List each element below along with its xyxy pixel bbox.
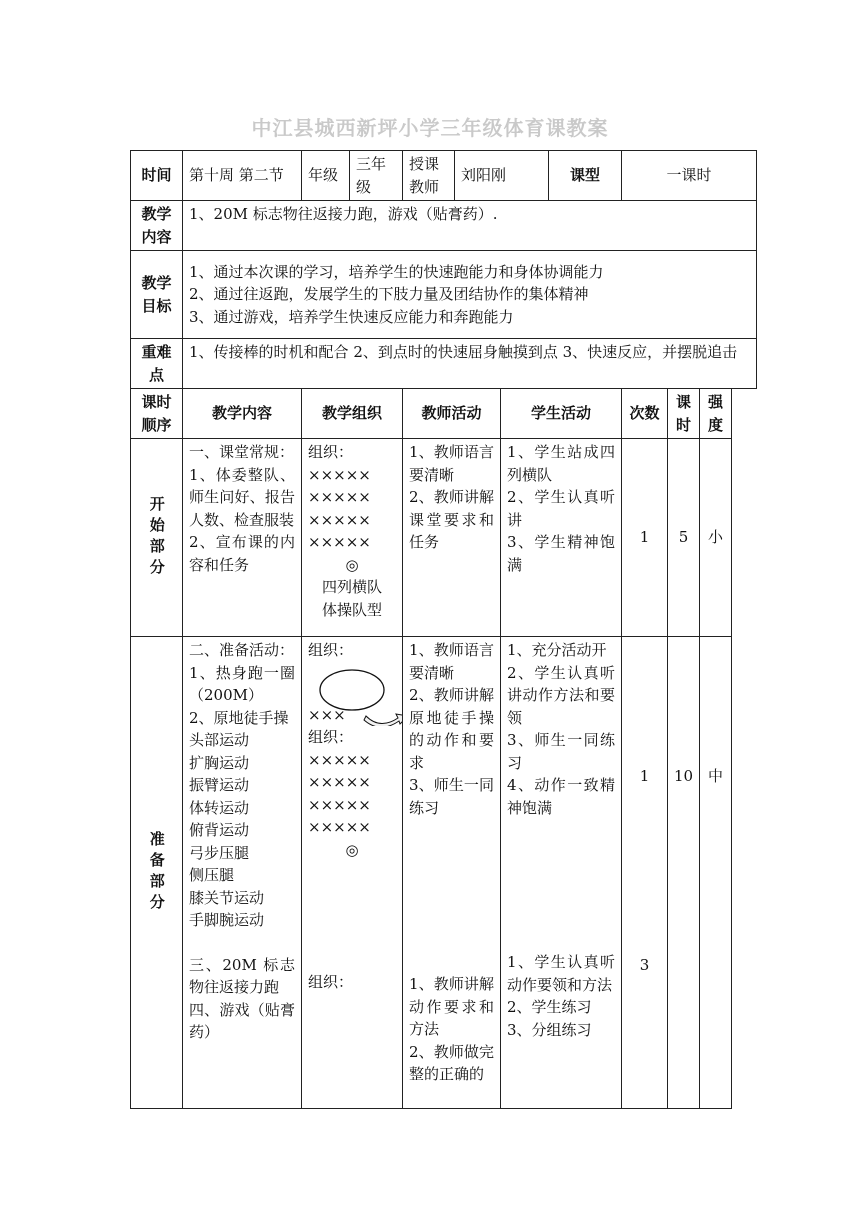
col-teacher: 教师活动 [403, 389, 501, 439]
content-line: 2、原地徒手操 [189, 708, 289, 727]
time-value: 第十周 第二节 [183, 151, 302, 201]
running-track-diagram [308, 666, 396, 726]
teacher-line: 1、教师语言要清晰 [409, 641, 494, 682]
section-prep-content [183, 637, 302, 1109]
student-line: 1、学生站成四列横队 [507, 443, 616, 484]
key-value: 1、传接棒的时机和配合 2、到点时的快速屈身触摸到点 3、快速反应，并摆脱追击 [183, 339, 757, 389]
content-line: 体转运动 [189, 798, 250, 817]
formation-row: ××××× [308, 465, 371, 484]
teacher-line: 2、教师讲解原地徒手操的动作和要求 [409, 686, 494, 772]
intensity-value: 中 [708, 767, 724, 785]
col-org: 教学组织 [302, 389, 403, 439]
col-times: 次数 [622, 389, 668, 439]
student-line: 4、动作一致精神饱满 [507, 776, 616, 817]
student-line: 2、学生认真听讲动作方法和要领 [507, 663, 616, 727]
content-line: 2、宣布课的内容和任务 [189, 533, 295, 574]
track-oval-icon [308, 666, 403, 726]
content-line: 1、体委整队、师生问好、报告人数、检查服装 [189, 465, 295, 529]
section-start-content [183, 439, 302, 637]
type-value: 一课时 [622, 151, 757, 201]
goals-row [131, 251, 757, 339]
col-student: 学生活动 [501, 389, 622, 439]
content-label: 教学内容 [131, 201, 183, 251]
time-label: 时间 [131, 151, 183, 201]
grade-value: 三年级 [350, 151, 403, 201]
content-line: 三、20M 标志物往返接力跑 [189, 955, 295, 996]
content-line: 手脚腕运动 [189, 911, 265, 929]
section-prep-row [131, 637, 757, 1109]
content-line: 扩胸运动 [189, 753, 250, 772]
section-name: 准备部分 [147, 830, 166, 915]
times-value: 3 [639, 955, 650, 974]
teacher-line: 3、师生一同练习 [409, 776, 494, 817]
col-order: 课时顺序 [131, 389, 183, 439]
teacher-value: 刘阳刚 [455, 151, 549, 201]
student-line: 1、充分活动开 [507, 641, 607, 659]
type-label: 课型 [549, 151, 622, 201]
goals-label: 教学目标 [131, 251, 183, 339]
section-prep-teacher [403, 637, 501, 1109]
formation-row: ××××× [308, 750, 371, 769]
goal-item: 1、通过本次课的学习，培养学生的快速跑能力和身体协调能力 [189, 262, 604, 281]
col-duration: 课时 [668, 389, 700, 439]
document-title: 中江县城西新坪小学三年级体育课教案 [251, 116, 609, 140]
duration-cell [668, 637, 700, 1109]
formation-row: ××××× [308, 773, 371, 791]
content-row [131, 201, 757, 251]
col-content: 教学内容 [183, 389, 302, 439]
content-line: 头部运动 [189, 731, 250, 749]
content-line: 振臂运动 [189, 776, 250, 794]
key-row [131, 339, 757, 389]
content-line: 一、课堂常规： [189, 443, 295, 461]
section-prep-student [501, 637, 622, 1109]
formation-row: ××××× [308, 488, 371, 506]
formation-row: ××××× [308, 795, 371, 814]
intensity-value: 小 [700, 439, 732, 637]
content-line: 俯背运动 [189, 821, 250, 839]
org-label: 组织： [308, 443, 354, 461]
section-start-org [302, 439, 403, 637]
teacher-line: 1、教师讲解动作要求和方法 [409, 975, 494, 1038]
goal-item: 3、通过游戏，培养学生快速反应能力和奔跑能力 [189, 307, 514, 326]
grade-label: 年级 [302, 151, 350, 201]
teacher-line: 2、教师做完整的正确的 [409, 1042, 494, 1083]
student-line: 3、学生精神饱满 [507, 533, 616, 574]
teacher-position-mark: ◎ [345, 840, 359, 859]
duration-value: 10 [674, 767, 694, 785]
times-cell [622, 637, 668, 1109]
intensity-cell [700, 637, 732, 1109]
column-header-row [131, 389, 757, 439]
content-line: 二、准备活动： [189, 641, 295, 659]
content-line: 1、热身跑一圈（200M） [189, 663, 295, 704]
section-start-label [131, 439, 183, 637]
goal-item: 2、通过往返跑，发展学生的下肢力量及团结协作的集体精神 [189, 285, 589, 304]
teacher-label: 授课教师 [403, 151, 455, 201]
goals-list [183, 251, 757, 339]
content-line: 侧压腿 [189, 866, 235, 884]
org-label: 组织： [308, 641, 354, 659]
duration-value: 5 [668, 439, 700, 637]
teacher-position-mark: ◎ [345, 555, 359, 574]
content-line: 弓步压腿 [189, 843, 250, 862]
section-start-student [501, 439, 622, 637]
runner-row: ××× [308, 705, 346, 724]
formation-row: ××××× [308, 533, 371, 551]
org-label: 组织： [308, 973, 354, 991]
times-value: 1 [622, 439, 668, 637]
student-line: 2、学生认真听讲 [507, 488, 616, 529]
formation-caption: 体操队型 [321, 600, 382, 619]
times-value: 1 [639, 767, 650, 785]
student-line: 1、学生认真听动作要领和方法 [507, 953, 616, 994]
section-name: 开始部分 [147, 495, 166, 580]
content-line: 膝关节运动 [189, 888, 265, 907]
student-line: 3、分组练习 [507, 1020, 592, 1039]
formation-caption: 四列横队 [321, 578, 382, 596]
formation-row: ××××× [308, 510, 371, 529]
section-start-teacher [403, 439, 501, 637]
teacher-line: 1、教师语言要清晰 [409, 443, 494, 484]
col-intensity: 强度 [700, 389, 732, 439]
content-line: 四、游戏（贴膏药） [189, 1000, 295, 1041]
section-prep-label [131, 637, 183, 1109]
key-label: 重难点 [131, 339, 183, 389]
org-label: 组织： [308, 728, 354, 746]
formation-row: ××××× [308, 818, 371, 836]
info-row [131, 151, 757, 201]
section-start-row [131, 439, 757, 637]
content-value: 1、20M 标志物往返接力跑，游戏（贴膏药）. [183, 201, 757, 251]
student-line: 3、师生一同练习 [507, 731, 616, 772]
student-line: 2、学生练习 [507, 998, 592, 1016]
lesson-plan-table [130, 150, 757, 1109]
teacher-line: 2、教师讲解课堂要求和任务 [409, 488, 494, 551]
section-prep-org [302, 637, 403, 1109]
